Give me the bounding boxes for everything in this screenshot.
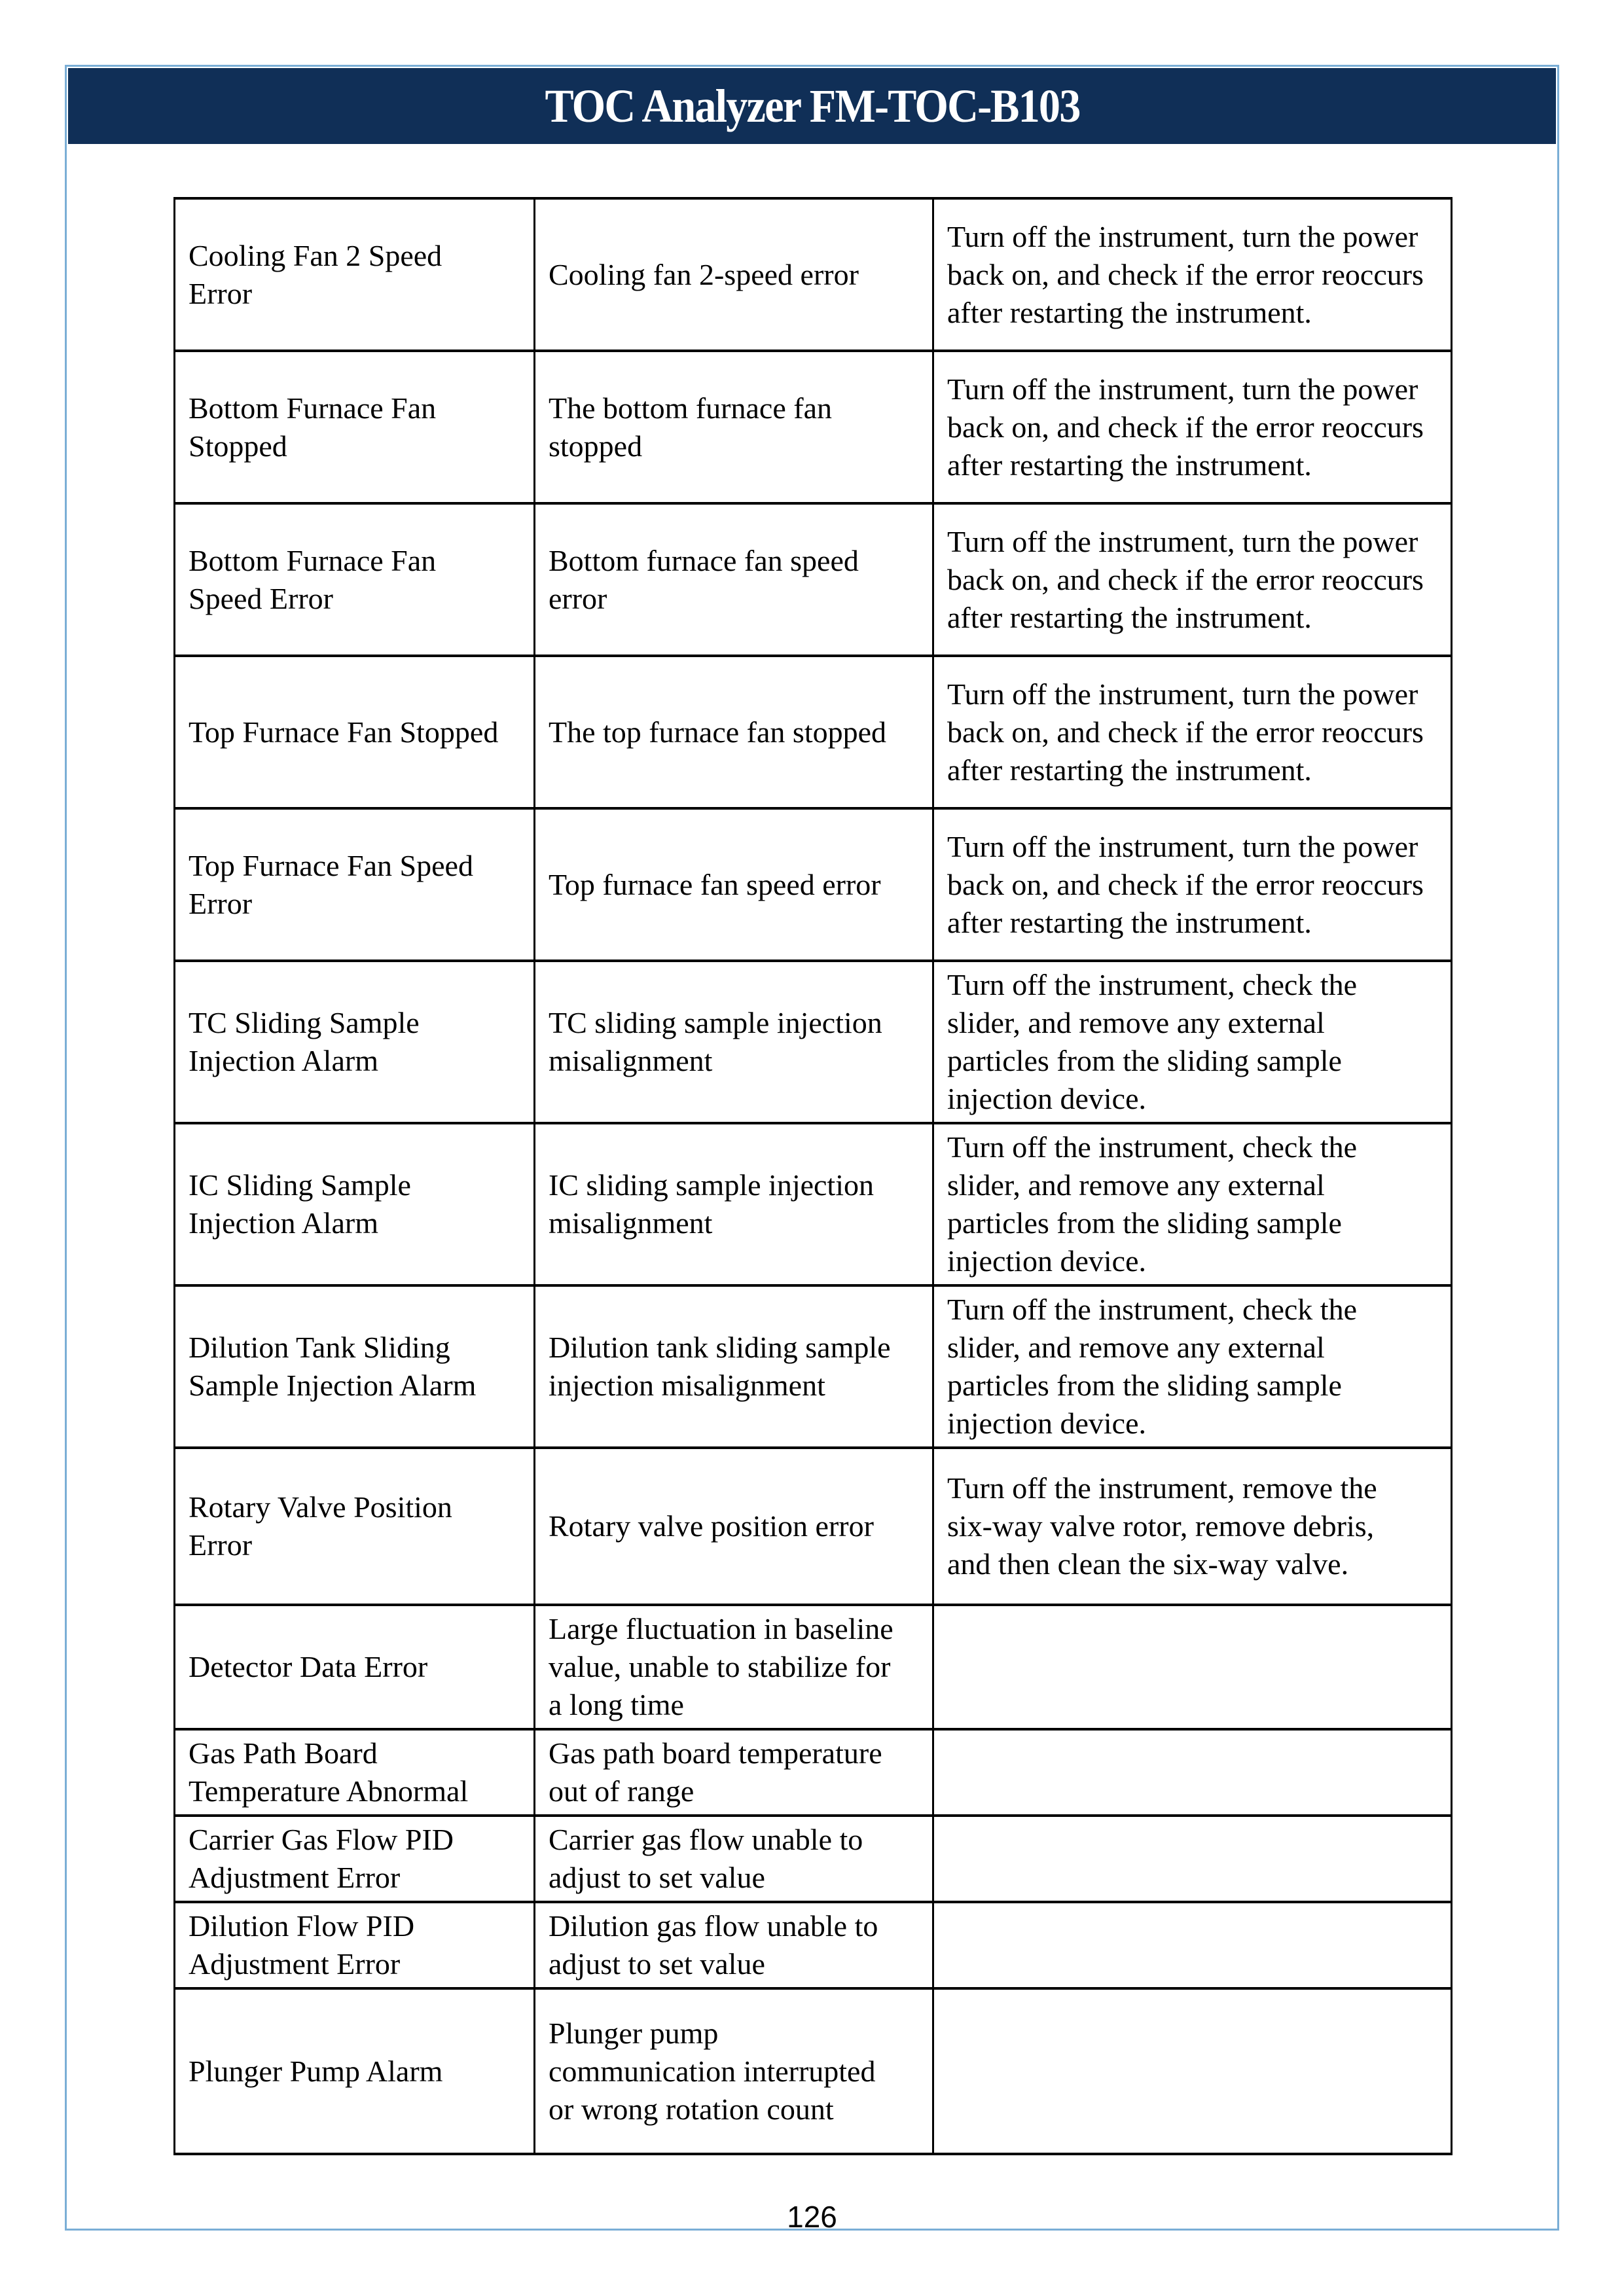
error-solution-cell — [933, 1605, 1452, 1729]
error-name-cell: Rotary Valve Position Error — [175, 1448, 535, 1605]
error-description-cell: Dilution tank sliding sample injection misalignment — [535, 1285, 933, 1448]
error-solution-cell: Turn off the instrument, remove the six-way valve rotor, remove debris, and then clean the six-way valve. — [933, 1448, 1452, 1605]
error-description-cell: IC sliding sample injection misalignment — [535, 1123, 933, 1285]
error-description-cell: Dilution gas flow unable to adjust to set value — [535, 1902, 933, 1988]
error-name-cell: TC Sliding Sample Injection Alarm — [175, 961, 535, 1123]
error-name-cell: Dilution Tank Sliding Sample Injection Alarm — [175, 1285, 535, 1448]
error-solution-cell: Turn off the instrument, check the slider, and remove any external particles from the sliding sample injection device. — [933, 961, 1452, 1123]
error-description-cell: Large fluctuation in baseline value, unable to stabilize for a long time — [535, 1605, 933, 1729]
table-row — [175, 1729, 1452, 1816]
error-description-cell: Gas path board temperature out of range — [535, 1729, 933, 1816]
table-row — [175, 1285, 1452, 1448]
error-solution-cell: Turn off the instrument, turn the power back on, and check if the error reoccurs after restarting the instrument. — [933, 656, 1452, 808]
document-header — [68, 68, 1556, 144]
error-solution-cell: Turn off the instrument, turn the power back on, and check if the error reoccurs after restarting the instrument. — [933, 808, 1452, 961]
table-row — [175, 503, 1452, 656]
error-description-cell: Cooling fan 2-speed error — [535, 198, 933, 351]
table-row — [175, 351, 1452, 503]
table-row — [175, 808, 1452, 961]
error-solution-cell — [933, 1988, 1452, 2154]
error-solution-cell — [933, 1902, 1452, 1988]
page-number: 126 — [787, 2200, 837, 2234]
table-row — [175, 1123, 1452, 1285]
error-name-cell: Bottom Furnace Fan Speed Error — [175, 503, 535, 656]
error-name-cell: Top Furnace Fan Speed Error — [175, 808, 535, 961]
error-description-cell: Bottom furnace fan speed error — [535, 503, 933, 656]
error-name-cell: Gas Path Board Temperature Abnormal — [175, 1729, 535, 1816]
error-name-cell: Detector Data Error — [175, 1605, 535, 1729]
table-row — [175, 1448, 1452, 1605]
error-description-cell: Rotary valve position error — [535, 1448, 933, 1605]
error-solution-cell: Turn off the instrument, turn the power back on, and check if the error reoccurs after restarting the instrument. — [933, 351, 1452, 503]
error-name-cell: Cooling Fan 2 Speed Error — [175, 198, 535, 351]
error-name-cell: IC Sliding Sample Injection Alarm — [175, 1123, 535, 1285]
table-row — [175, 198, 1452, 351]
error-name-cell: Carrier Gas Flow PID Adjustment Error — [175, 1816, 535, 1902]
error-description-cell: Top furnace fan speed error — [535, 808, 933, 961]
page-frame — [65, 65, 1559, 2234]
error-description-cell: The bottom furnace fan stopped — [535, 351, 933, 503]
error-solution-cell: Turn off the instrument, turn the power back on, and check if the error reoccurs after restarting the instrument. — [933, 198, 1452, 351]
fault-table — [173, 197, 1453, 2155]
error-description-cell: TC sliding sample injection misalignment — [535, 961, 933, 1123]
error-solution-cell: Turn off the instrument, turn the power back on, and check if the error reoccurs after restarting the instrument. — [933, 503, 1452, 656]
table-row — [175, 961, 1452, 1123]
document-title: TOC Analyzer FM-TOC-B103 — [545, 79, 1079, 132]
error-name-cell: Top Furnace Fan Stopped — [175, 656, 535, 808]
fault-table-body — [175, 198, 1452, 2154]
table-row — [175, 1816, 1452, 1902]
error-name-cell: Bottom Furnace Fan Stopped — [175, 351, 535, 503]
error-description-cell: Carrier gas flow unable to adjust to set value — [535, 1816, 933, 1902]
error-solution-cell: Turn off the instrument, check the slider, and remove any external particles from the sliding sample injection device. — [933, 1123, 1452, 1285]
error-name-cell: Dilution Flow PID Adjustment Error — [175, 1902, 535, 1988]
error-description-cell: The top furnace fan stopped — [535, 656, 933, 808]
fault-table-container — [173, 197, 1451, 2155]
error-description-cell: Plunger pump communication interrupted or wrong rotation count — [535, 1988, 933, 2154]
table-row — [175, 1988, 1452, 2154]
table-row — [175, 1902, 1452, 1988]
error-solution-cell: Turn off the instrument, check the slider, and remove any external particles from the sliding sample injection device. — [933, 1285, 1452, 1448]
error-solution-cell — [933, 1729, 1452, 1816]
error-solution-cell — [933, 1816, 1452, 1902]
error-name-cell: Plunger Pump Alarm — [175, 1988, 535, 2154]
table-row — [175, 1605, 1452, 1729]
table-row — [175, 656, 1452, 808]
